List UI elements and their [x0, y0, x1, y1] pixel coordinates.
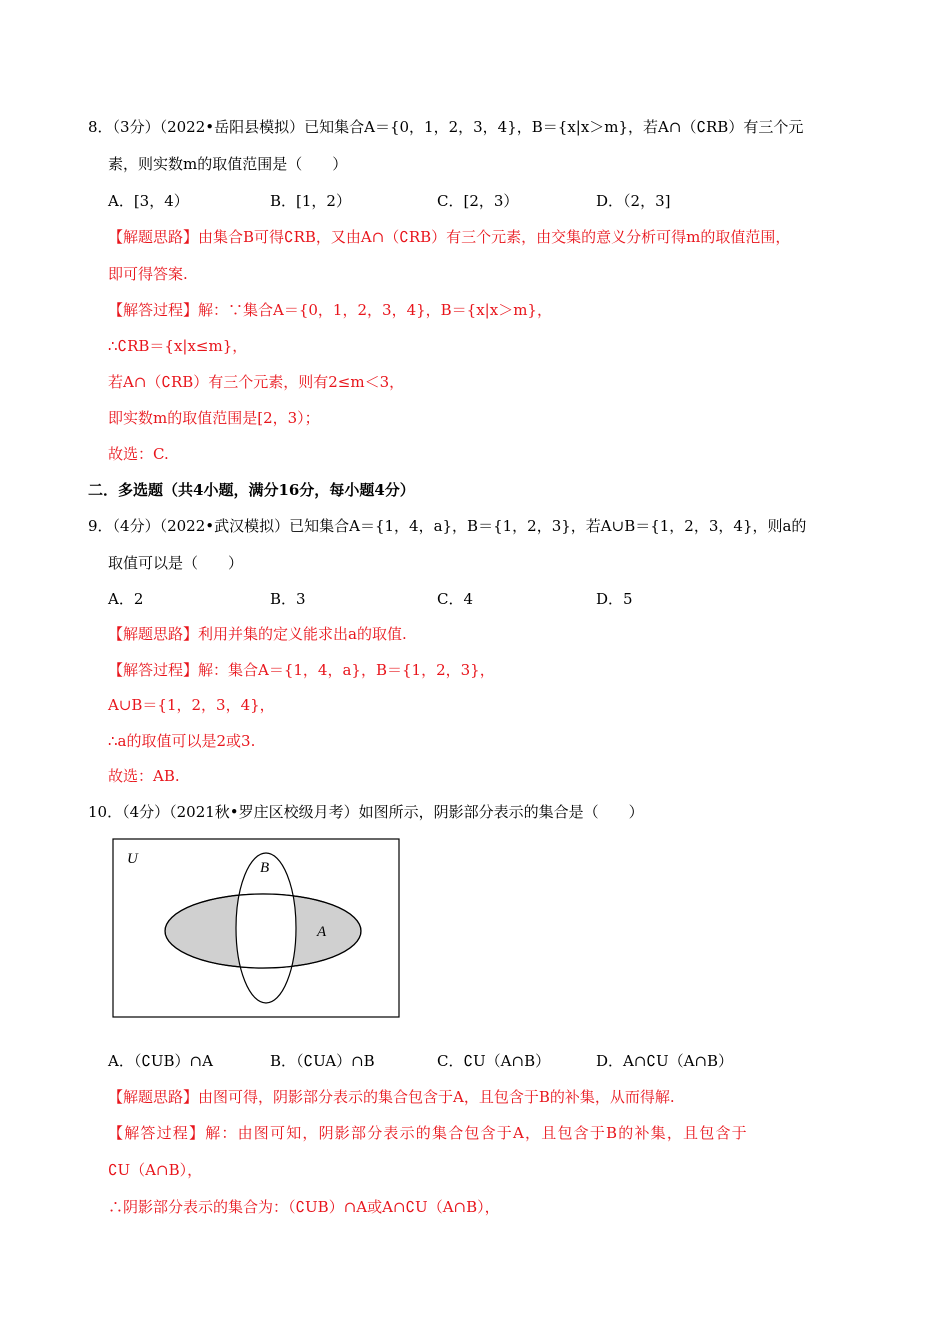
q9-stem-line1: 9．（4分）（2022•武汉模拟）已知集合A＝{1，4，a}，B＝{1，2，3}，若A∪B＝{1，2，3，4}，则a的 [88, 517, 807, 535]
q8-solution-answer: 故选：C. [108, 445, 169, 463]
q8-solution-label: 【解答过程】 [108, 301, 199, 319]
q9-hint-label: 【解题思路】 [108, 625, 199, 643]
q10-hint [108, 1087, 675, 1107]
q10-option-c: C．∁U（A∩B） [437, 1052, 551, 1070]
q8-hint-label: 【解题思路】 [108, 228, 199, 246]
q10-stem: 10．（4分）（2021秋•罗庄区校级月考）如图所示，阴影部分表示的集合是（ ） [88, 803, 644, 821]
q9-solution-line3: ∴a的取值可以是2或3. [108, 732, 256, 750]
q9-stem-line2: 取值可以是（ ） [108, 554, 244, 572]
q10-option-d: D．A∩∁U（A∩B） [596, 1052, 734, 1070]
q10-solution-line3: ∴阴影部分表示的集合为：（∁UB）∩A或A∩∁U（A∩B）， [108, 1198, 500, 1216]
q10-option-b: B．（∁UA）∩B [270, 1052, 375, 1070]
universe-label: U [127, 851, 138, 867]
q10-solution-line1: 解：由图可知，阴影部分表示的集合包含于A，且包含于B的补集，且包含于 [205, 1124, 748, 1142]
q9-solution-label: 【解答过程】 [108, 661, 199, 679]
q8-solution [108, 300, 552, 320]
q9-solution-line2: A∪B＝{1，2，3，4}， [108, 696, 275, 714]
q8-solution-line1: 解：∵集合A＝{0，1，2，3，4}，B＝{x|x＞m}， [198, 301, 552, 319]
q8-solution-line2: ∴∁RB＝{x|x≤m}， [108, 337, 248, 355]
q8-solution-line3: 若A∩（∁RB）有三个元素，则有2≤m＜3， [108, 373, 405, 391]
q8-hint-text: 由集合B可得∁RB，又由A∩（∁RB）有三个元素，由交集的意义分析可得m的取值范围， [198, 228, 791, 246]
q9-option-c: C．4 [437, 590, 474, 608]
q8-solution-line4: 即实数m的取值范围是[2，3）； [108, 409, 320, 427]
q10-solution-line2: ∁U（A∩B）， [108, 1161, 203, 1179]
q9-option-d: D．5 [596, 590, 633, 608]
venn-diagram [112, 838, 400, 1018]
q8-option-a: A．[3，4） [108, 192, 189, 210]
q10-hint-text: 由图可得，阴影部分表示的集合包含于A，且包含于B的补集，从而得解. [198, 1088, 675, 1106]
q9-option-b: B．3 [270, 590, 306, 608]
q9-option-a: A．2 [108, 590, 144, 608]
q9-hint [108, 624, 407, 644]
q8-stem-line2: 素，则实数m的取值范围是（ ） [108, 155, 348, 173]
set-a-label: A [317, 924, 327, 940]
q8-option-c: C．[2，3） [437, 192, 519, 210]
q8-stem-line1: 8．（3分）（2022•岳阳县模拟）已知集合A＝{0，1，2，3，4}，B＝{x|x＞m}，若A∩（∁RB）有三个元 [88, 118, 804, 136]
q8-option-d: D．（2，3] [596, 192, 671, 210]
set-b-label: B [260, 860, 270, 876]
q9-hint-text: 利用并集的定义能求出a的取值. [198, 625, 407, 643]
q8-option-b: B．[1，2） [270, 192, 351, 210]
q10-option-a: A．（∁UB）∩A [108, 1052, 213, 1070]
q10-solution [108, 1123, 748, 1143]
q8-hint [108, 227, 790, 247]
q10-solution-label: 【解答过程】 [108, 1124, 206, 1142]
q9-solution [108, 660, 495, 680]
q10-hint-label: 【解题思路】 [108, 1088, 199, 1106]
section-heading-multi-choice: 二．多选题（共4小题，满分16分，每小题4分） [88, 481, 415, 499]
q9-solution-answer: 故选：AB. [108, 767, 180, 785]
q8-hint-line2: 即可得答案. [108, 265, 188, 283]
q9-solution-line1: 解：集合A＝{1，4，a}，B＝{1，2，3}， [198, 661, 495, 679]
